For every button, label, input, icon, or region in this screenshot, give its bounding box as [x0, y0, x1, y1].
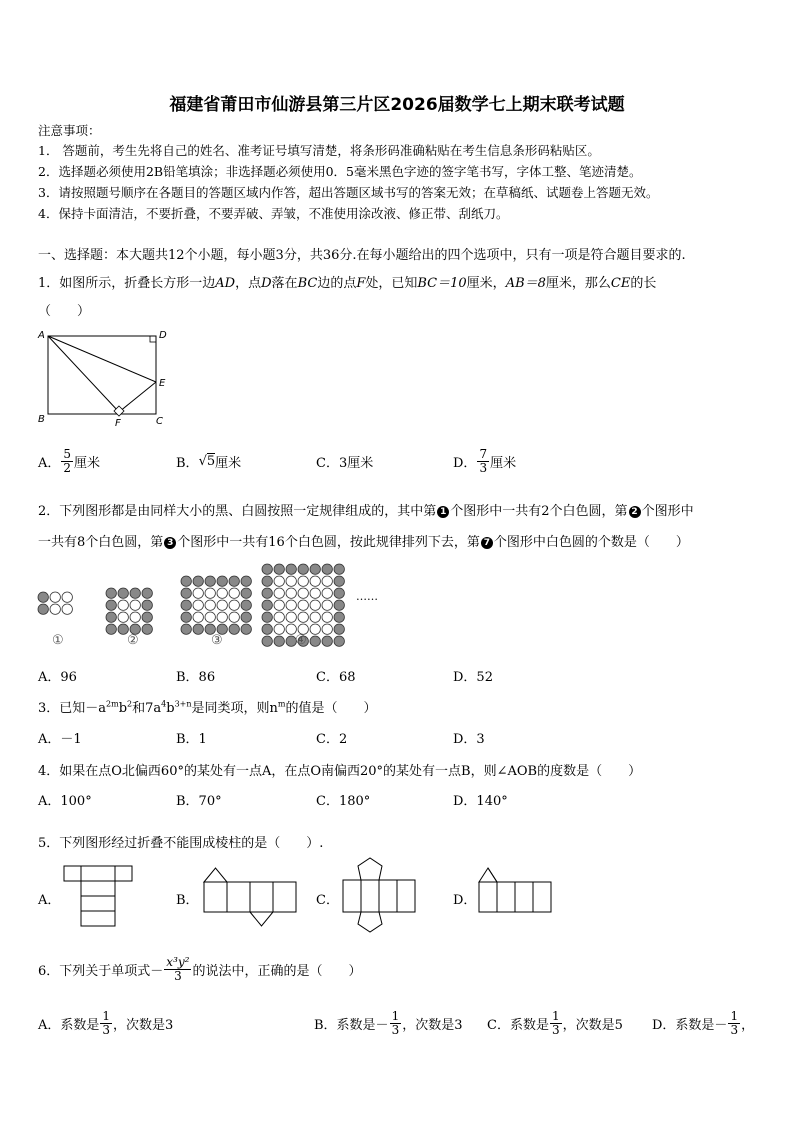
q1-rectangle-figure [38, 326, 173, 428]
monomial-fraction [164, 956, 191, 982]
white-circle [286, 576, 296, 586]
grey-circle [217, 576, 227, 586]
q2-option-d: D．52 [453, 670, 493, 685]
grey-circle [142, 624, 152, 634]
white-circle [298, 588, 308, 598]
q1-option-a [38, 444, 100, 478]
denominator: 2 [63, 460, 72, 475]
circled-number: 3 [164, 537, 176, 549]
white-circle [286, 612, 296, 622]
option-prefix: D． [453, 455, 477, 471]
option-text: D．系数是－ [652, 1017, 728, 1033]
white-circle [217, 588, 227, 598]
white-circle [322, 600, 332, 610]
grey-circle [106, 588, 116, 598]
label-b: B [38, 414, 45, 425]
q5-option-b-label: B． [176, 893, 199, 908]
white-circle [322, 588, 332, 598]
q2-text: 个图形中 [641, 504, 694, 519]
grey-circle [142, 600, 152, 610]
label-f: F [115, 418, 121, 429]
q3-option-b: B．1 [176, 732, 207, 747]
option-unit: 厘米 [490, 455, 517, 471]
figure-caption-4: ④ [295, 633, 307, 648]
white-circle [62, 592, 72, 602]
grey-circle [262, 588, 272, 598]
grey-circle [181, 612, 191, 622]
white-circle [298, 576, 308, 586]
q3-text: 和7a [132, 701, 162, 716]
q2-option-a: A．96 [38, 670, 77, 685]
q6-text: 6．下列关于单项式 [38, 963, 151, 979]
q4-option-c: C．180° [316, 794, 371, 809]
q1-text: 的长 [630, 276, 657, 291]
circled-number: 2 [629, 506, 641, 518]
question-4: 4．如果在点O北偏西60°的某处有一点A，在点O南偏西20°的某处有一点B，则∠AOB的度数是（ ） [38, 764, 642, 779]
q3-text: b [166, 701, 175, 716]
grey-circle [193, 624, 203, 634]
white-circle [62, 604, 72, 614]
white-circle [310, 612, 320, 622]
question-3 [38, 697, 377, 716]
numerator: 1 [551, 1008, 560, 1023]
fraction [477, 448, 489, 474]
denominator: 3 [391, 1022, 400, 1037]
q3-text: 的值是（ ） [285, 701, 377, 716]
grey-circle [130, 588, 140, 598]
q1-f: F [356, 276, 366, 291]
q1-text: 落在 [271, 276, 298, 291]
white-circle [205, 588, 215, 598]
q2-option-b: B．86 [176, 670, 216, 685]
numerator: x³y² [166, 954, 190, 969]
denominator: 3 [174, 968, 182, 983]
figure-caption-3: ③ [211, 633, 223, 648]
grey-circle [38, 604, 48, 614]
q1-answer-paren: （ ） [38, 304, 91, 319]
white-circle [310, 624, 320, 634]
q1-d: D [261, 276, 272, 291]
q3-text: b [118, 701, 128, 716]
q6-text: 的说法中，正确的是（ ） [192, 963, 362, 979]
option-unit: 厘米 [215, 455, 242, 471]
page-title: 福建省莆田市仙游县第三片区2026届数学七上期末联考试题 [169, 95, 625, 115]
q2-text: 个图形中白色圆的个数是（ ） [493, 535, 689, 550]
circled-number: 1 [437, 506, 449, 518]
q1-bc-eq: BC＝10 [417, 276, 467, 291]
q4-option-b: B．70° [176, 794, 222, 809]
q1-text: 厘米， [466, 276, 506, 291]
grey-circle [274, 636, 284, 646]
white-circle [130, 612, 140, 622]
white-circle [322, 576, 332, 586]
grey-circle [106, 624, 116, 634]
white-circle [229, 612, 239, 622]
label-d: D [159, 330, 167, 341]
q3-text: 3．已知－a [38, 701, 107, 716]
q1-text: 边的点 [317, 276, 357, 291]
white-circle [286, 588, 296, 598]
q1-text: 厘米，那么 [545, 276, 611, 291]
white-circle [118, 600, 128, 610]
grey-circle [205, 576, 215, 586]
white-circle [298, 612, 308, 622]
grey-circle [334, 576, 344, 586]
white-circle [193, 600, 203, 610]
section-heading: 一、选择题：本大题共12个小题，每小题3分，共36分.在每小题给出的四个选项中，只有一项是符合题目要求的. [38, 248, 686, 263]
notice-item-1: 1． 答题前，考生先将自己的姓名、准考证号填写清楚，将条形码准确粘贴在考生信息条形码粘贴区。 [38, 143, 600, 158]
numerator: 1 [730, 1008, 739, 1023]
grey-circle [262, 564, 272, 574]
numerator: 1 [102, 1008, 111, 1023]
grey-circle [241, 612, 251, 622]
sqrt-icon: √ [198, 453, 207, 469]
grey-circle [38, 592, 48, 602]
grey-circle [262, 600, 272, 610]
q2-text: 一共有8个白色圆，第 [38, 535, 164, 550]
grey-circle [241, 588, 251, 598]
grey-circle [241, 576, 251, 586]
white-circle [217, 600, 227, 610]
grey-circle [229, 576, 239, 586]
fraction [61, 448, 73, 474]
grey-circle [334, 636, 344, 646]
numerator: 7 [479, 446, 488, 461]
fraction [550, 1010, 562, 1036]
grey-circle [262, 576, 272, 586]
grey-circle [286, 564, 296, 574]
q1-text: 1．如图所示，折叠长方形一边 [38, 276, 216, 291]
numerator: 5 [63, 446, 72, 461]
white-circle [118, 612, 128, 622]
q1-text: ，点 [235, 276, 262, 291]
prism-net-c [340, 856, 420, 936]
label-a: A [38, 330, 45, 341]
label-e: E [159, 378, 166, 389]
grey-circle [298, 564, 308, 574]
grey-circle [322, 636, 332, 646]
numerator: 1 [391, 1008, 400, 1023]
denominator: 3 [102, 1022, 111, 1037]
figure-caption-2: ② [127, 633, 139, 648]
grey-circle [334, 564, 344, 574]
option-text: ，次数是3 [402, 1017, 463, 1033]
q6-option-b [314, 1005, 462, 1041]
q2-text: 个图形中一共有16个白色圆，按此规律排列下去，第 [177, 535, 480, 550]
grey-circle [193, 576, 203, 586]
q2-option-c: C．68 [316, 670, 356, 685]
option-text: A．系数是 [38, 1017, 100, 1033]
grey-circle [322, 564, 332, 574]
grey-circle [106, 612, 116, 622]
q6-option-d [652, 1005, 754, 1041]
q2-text: 2．下列图形都是由同样大小的黑、白圆按照一定规律组成的，其中第 [38, 504, 437, 519]
q1-ad: AD [215, 276, 236, 291]
option-text: ，次数是5 [562, 1017, 623, 1033]
exponent: 2 [127, 699, 133, 709]
grey-circle [181, 576, 191, 586]
notice-item-2: 2．选择题必须使用2B铅笔填涂；非选择题必须使用0．5毫米黑色字迹的签字笔书写，字体工整、笔迹清楚。 [38, 164, 642, 179]
white-circle [310, 576, 320, 586]
grey-circle [262, 636, 272, 646]
q5-option-d-label: D． [453, 893, 477, 908]
question-5: 5．下列图形经过折叠不能围成棱柱的是（ ）. [38, 836, 324, 851]
fraction [728, 1010, 740, 1036]
grey-circle [181, 600, 191, 610]
q2-text: 个图形中一共有2个白色圆，第 [450, 504, 628, 519]
exponent: 3+n [174, 699, 192, 709]
white-circle [50, 592, 60, 602]
q1-option-b [176, 444, 241, 478]
grey-circle [142, 612, 152, 622]
white-circle [193, 612, 203, 622]
figure-caption-1: ① [52, 633, 64, 648]
q1-ce: CE [610, 276, 631, 291]
grey-circle [334, 624, 344, 634]
option-text: C．系数是 [487, 1017, 549, 1033]
grey-circle [181, 588, 191, 598]
circled-number: 7 [481, 537, 493, 549]
q3-option-c: C．2 [316, 732, 348, 747]
white-circle [217, 612, 227, 622]
grey-circle [142, 588, 152, 598]
white-circle [274, 600, 284, 610]
prism-net-a [60, 864, 140, 930]
q6-minus: － [150, 963, 164, 979]
q6-option-c [487, 1005, 623, 1041]
white-circle [205, 600, 215, 610]
white-circle [322, 624, 332, 634]
white-circle [229, 600, 239, 610]
option-unit: 厘米 [74, 455, 101, 471]
option-prefix: B． [176, 455, 199, 471]
option-prefix: A． [38, 455, 61, 471]
label-c: C [156, 416, 163, 427]
exponent: m [277, 699, 286, 709]
grey-circle [181, 624, 191, 634]
white-circle [130, 600, 140, 610]
denominator: 3 [479, 460, 488, 475]
grey-circle [118, 588, 128, 598]
white-circle [310, 600, 320, 610]
denominator: 3 [551, 1022, 560, 1037]
exponent: 4 [161, 699, 167, 709]
grey-circle [334, 612, 344, 622]
white-circle [205, 612, 215, 622]
white-circle [322, 612, 332, 622]
q1-ab-eq: AB＝8 [505, 276, 546, 291]
q1-text: 处，已知 [365, 276, 418, 291]
option-text: ， [741, 1017, 755, 1033]
grey-circle [241, 600, 251, 610]
white-circle [298, 600, 308, 610]
white-circle [286, 600, 296, 610]
grey-circle [334, 588, 344, 598]
option-text: B．系数是－ [314, 1017, 389, 1033]
grey-circle [262, 612, 272, 622]
white-circle [310, 588, 320, 598]
grey-circle [310, 564, 320, 574]
fraction [390, 1010, 402, 1036]
question-2-line-2 [38, 531, 689, 550]
white-circle [274, 576, 284, 586]
question-1 [38, 272, 656, 291]
fraction [100, 1010, 112, 1036]
radicand: 5 [206, 454, 216, 469]
grey-circle [262, 624, 272, 634]
grey-circle [274, 564, 284, 574]
white-circle [274, 624, 284, 634]
q1-option-c: C．3厘米 [316, 455, 374, 471]
white-circle [229, 588, 239, 598]
grey-circle [106, 600, 116, 610]
option-text: ，次数是3 [113, 1017, 174, 1033]
ellipsis: …… [356, 590, 378, 603]
white-circle [193, 588, 203, 598]
grey-circle [310, 636, 320, 646]
q6-option-a [38, 1005, 173, 1041]
white-circle [274, 588, 284, 598]
q4-option-d: D．140° [453, 794, 508, 809]
q3-option-d: D．3 [453, 732, 485, 747]
prism-net-d [476, 866, 556, 916]
grey-circle [334, 600, 344, 610]
prism-net-b [202, 866, 302, 916]
q5-option-a-label: A． [38, 893, 61, 908]
q3-text: 是同类项，则n [191, 701, 278, 716]
q5-option-c-label: C． [316, 893, 339, 908]
exponent: 2m [106, 699, 119, 709]
grey-circle [229, 624, 239, 634]
notice-heading: 注意事项： [38, 123, 101, 138]
q4-option-a: A．100° [38, 794, 92, 809]
white-circle [50, 604, 60, 614]
question-2-line-1 [38, 500, 694, 519]
notice-item-4: 4．保持卡面清洁，不要折叠，不要弄破、弄皱，不准使用涂改液、修正带、刮纸刀。 [38, 206, 509, 221]
grey-circle [241, 624, 251, 634]
denominator: 3 [730, 1022, 739, 1037]
question-6 [38, 950, 361, 988]
q1-bc: BC [297, 276, 318, 291]
q1-option-d [453, 444, 516, 478]
white-circle [274, 612, 284, 622]
notice-item-3: 3．请按照题号顺序在各题目的答题区域内作答，超出答题区域书写的答案无效；在草稿纸、试题卷上答题无效。 [38, 185, 659, 200]
q3-option-a: A．－1 [38, 732, 82, 747]
